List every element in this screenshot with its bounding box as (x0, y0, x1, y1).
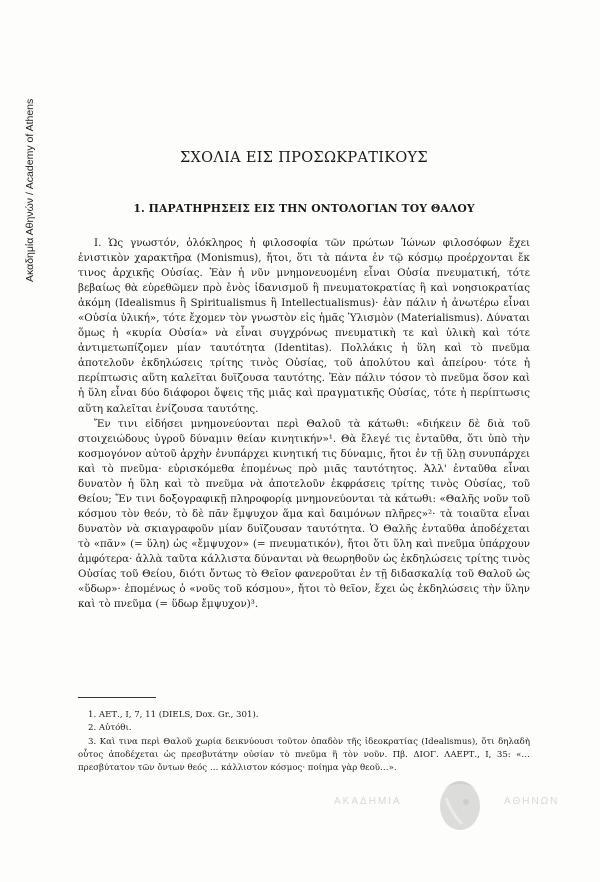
archive-label-text: Ακαδημία Αθηνών / Academy of Athens (24, 98, 36, 282)
watermark-text-right: ΑΘΗΝΩΝ (504, 796, 560, 807)
footnote-3: 3. Καὶ τινα περὶ Θαλοῦ χωρία δεικνύουσι τοῦτον ὀπαδὸν τῆς ἰδεοκρατίας (Idealismus), ὅτι δηλαδὴ οὗτος ἀποδέχεται ὡς πρεσβυτάτην οὐσίαν τὸ πνεῦμα ἢ τὸν νοῦν. Πβ. ΔΙΟΓ. ΛΑΕΡΤ., Ι, 35: «… πρεσβύτατον τῶν ὄντων θεός … κάλλιστον κόσμος· ποίημα γὰρ θεοῦ…». (78, 736, 530, 774)
footnotes (78, 709, 530, 775)
body-text (78, 236, 530, 612)
archive-side-label (24, 42, 38, 282)
watermark-text-left: ΑΚΑΔΗΜΙΑ (334, 796, 402, 807)
paragraph-1: I. Ὡς γνωστόν, ὁλόκληρος ἡ φιλοσοφία τῶν πρώτων Ἰώνων φιλοσόφων ἔχει ἐνιστικὸν χαρακτῆρα (Monismus), ἤτοι, ὅτι τὰ πάντα ἐν τῷ κόσμῳ προέρχονται ἔκ τινος ἀρχικῆς Οὐσίας. Ἐὰν ἡ νῦν μνημονευομένη εἶναι Οὐσία πνευματική, τότε βεβαίως θὰ εὑρεθῶμεν πρὸ ἑνὸς ἰδανισμοῦ ἢ πνευματοκρατίας ἢ καὶ νοησιοκρατίας ἀκόμη (Idealismus ἢ Spiritualismus ἢ Intellectualismus)· ἐὰν πάλιν ἡ ἀνωτέρω εἶναι «Οὐσία ὑλική», τότε ἔχομεν τὸν γνωστὸν εἰς ἡμᾶς Ὑλισμὸν (Materialismus). Δύναται ὅμως ἡ «κυρία Οὐσία» νὰ εἶναι συγχρόνως πνευματικὴ τε καὶ ὑλικὴ καὶ τότε ἀντιμετωπίζομεν μίαν ταυτότητα (Identitas). Πολλάκις ἡ ὕλη καὶ τὸ πνεῦμα ἀποτελοῦν ἐκδηλώσεις τρίτης τινὸς Οὐσίας, τοῦ ἀπολύτου καὶ ἀπείρου· τότε ἡ περίπτωσις αὕτη καλεῖται δυϊζουσα ταυτότης. Ἐὰν πάλιν τόσον τὸ πνεῦμα ὅσον καὶ ἡ ὕλη εἶναι δύο διάφοροι ὄψεις τῆς μιᾶς καὶ πραγματικῆς Οὐσίας, τότε ἡ περίπτωσις αὕτη καλεῖται ἐνίζουσα ταυτότης. (78, 237, 530, 415)
footnote-divider (78, 697, 156, 698)
footnote-1: 1. ΑΕΤ., Ι, 7, 11 (DIELS, Dox. Gr., 301). (88, 710, 259, 720)
page-title: ΣΧΟΛΙΑ ΕΙΣ ΠΡΟΣΩΚΡΑΤΙΚΟΥΣ (180, 150, 428, 166)
paragraph-2: Ἔν τινι εἰδήσει μνημονεύονται περὶ Θαλοῦ τὰ κάτωθι: «διήκειν δὲ διὰ τοῦ στοιχειώδους ὑγροῦ δύναμιν θείαν κινητικήν»¹. Θὰ ἔλεγέ τις ἐνταῦθα, ὅτι ὑπὸ τὴν κοσμογόνον αὐτοῦ ἀρχὴν ἐνυπάρχει κινητική τις δύναμις, ἤτοι ἐν τῇ ὕλῃ συνυπάρχει καὶ τὸ πνεῦμα· εὑρισκόμεθα ἑπομένως πρὸ μιᾶς ταυτότητος. Ἀλλ' ἐνταῦθα εἶναι δυνατὸν ἡ ὕλη καὶ τὸ πνεῦμα νὰ ἀποτελοῦν ἐκφράσεις τρίτης τινὸς Οὐσίας, τοῦ Θείου; Ἔν τινι δοξογραφικῇ πληροφορίᾳ μνημονεύονται τὰ κάτωθι: «Θαλῆς νοῦν τοῦ κόσμου τὸν θεόν, τὸ δὲ πᾶν ἔμψυχον ἅμα καὶ δαιμόνων πλῆρες»²· τὰ τοιαῦτα εἶναι δυνατὸν νὰ σκιαγραφοῦν μίαν δυϊζουσαν ταυτότητα. Ὁ Θαλῆς ἐνταῦθα ἀποδέχεται τὸ «πᾶν» (= ὕλη) ὡς «ἔμψυχον» (= πνευματικόν), ἤτοι ὅτι ὕλη καὶ πνεῦμα ὑπάρχουν ἀμφότερα· ἀλλὰ ταῦτα κάλλιστα δύνανται νὰ θεωρηθοῦν ὡς ἐκδηλώσεις τρίτης τινὸς Οὐσίας τοῦ Θείου, διότι ὄντως τὸ Θεῖον φανεροῦται ἐν τῇ διδασκαλίᾳ τοῦ Θαλοῦ ὡς «ὕδωρ»· ἑπομένως ὁ «νοῦς τοῦ κόσμου», ἤτοι τὸ θεῖον, ἔχει ὡς ἐκδηλώσεις τὴν ὕλην καὶ τὸ πνεῦμα (= ὕδωρ ἔμψυχον)³. (78, 417, 530, 611)
academy-watermark (334, 774, 584, 834)
footnote-2: 2. Αὐτόθι. (88, 723, 132, 734)
section-title: 1. ΠΑΡΑΤΗΡΗΣΕΙΣ ΕΙΣ ΤΗΝ ΟΝΤΟΛΟΓΙΑΝ ΤΟΥ ΘΑΛΟΥ (133, 202, 475, 215)
athena-head-icon (432, 774, 488, 834)
